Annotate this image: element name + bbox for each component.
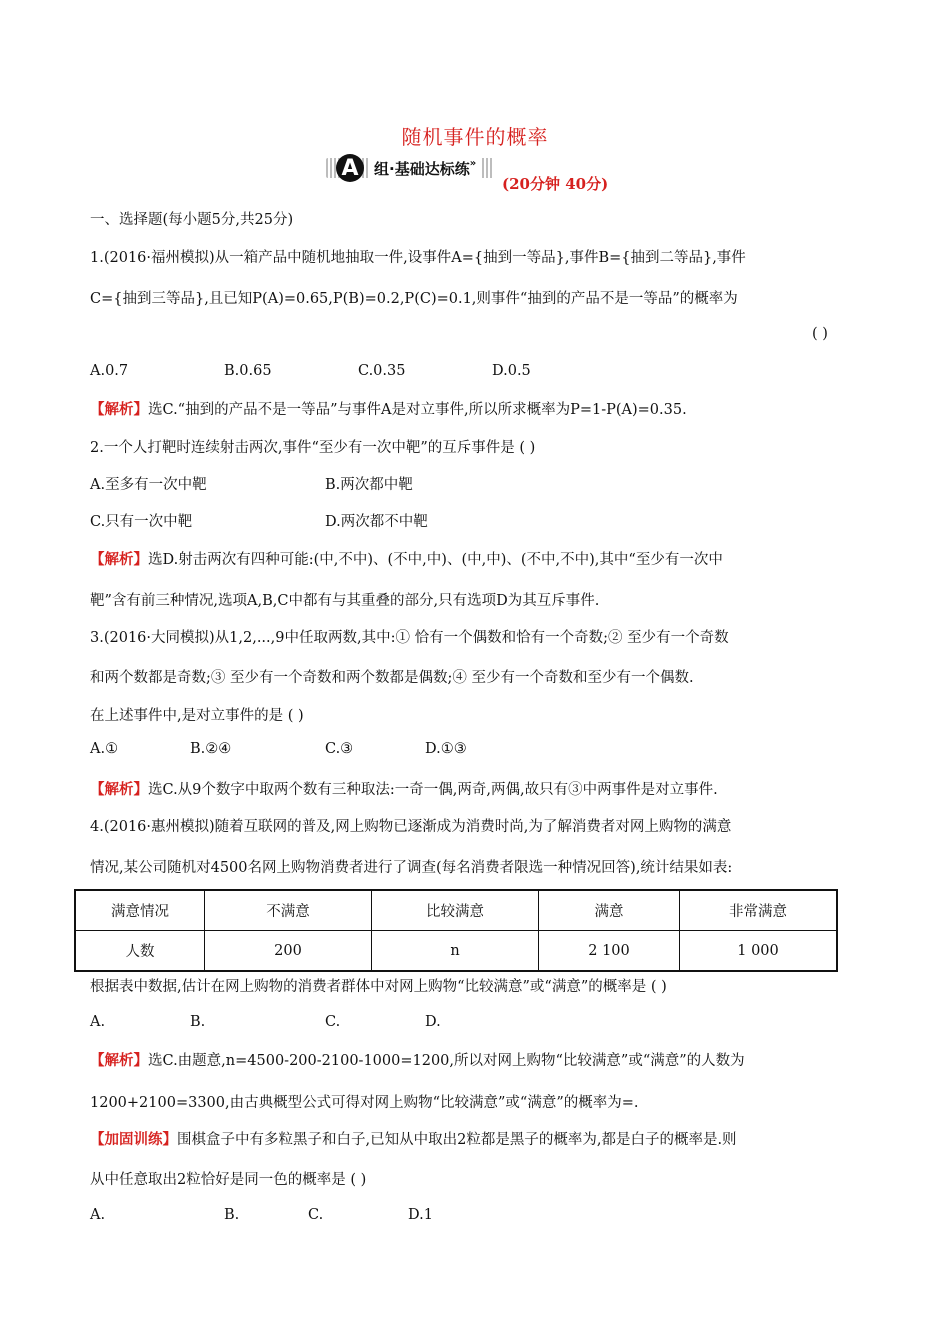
q2-option-d: D.两次都不中靶 — [325, 514, 428, 530]
extra-option-a: A. — [90, 1207, 106, 1223]
q1-option-c: C.0.35 — [358, 363, 406, 379]
q3-line-3: 在上述事件中,是对立事件的是 ( ) — [90, 708, 304, 724]
q1-analysis: 【解析】选C.“抽到的产品不是一等品”与事件A是对立事件,所以所求概率为P=1-P(A)=0.35. — [90, 401, 687, 418]
table-cell: 满意 — [539, 890, 680, 931]
q4-option-b: B. — [190, 1014, 206, 1030]
analysis-tag: 【解析】 — [90, 401, 148, 418]
badge-time: (20分钟 40分) — [502, 175, 609, 193]
table-header-row — [75, 890, 837, 931]
q4-line-1: 4.(2016·惠州模拟)随着互联网的普及,网上购物已逐渐成为消费时尚,为了解消费者对网上购物的满意 — [90, 819, 732, 835]
q4-analysis-1: 【解析】选C.由题意,n=4500-200-2100-1000=1200,所以对网上购物“比较满意”或“满意”的人数为 — [90, 1052, 745, 1069]
analysis-tag: 【解析】 — [90, 1052, 148, 1069]
q1-line-2: C={抽到三等品},且已知P(A)=0.65,P(B)=0.2,P(C)=0.1,则事件“抽到的产品不是一等品”的概率为 — [90, 291, 738, 307]
section-heading: 一、选择题(每小题5分,共25分) — [90, 212, 294, 228]
q2-option-b: B.两次都中靶 — [325, 477, 413, 493]
page-title: 随机事件的概率 — [401, 125, 549, 149]
table-row — [75, 931, 837, 972]
table-cell: n — [372, 931, 539, 972]
table-cell: 非常满意 — [680, 890, 838, 931]
q4-line-3: 根据表中数据,估计在网上购物的消费者群体中对网上购物“比较满意”或“满意”的概率是 ( ) — [90, 979, 667, 995]
q3-option-a: A.① — [90, 741, 119, 757]
q1-option-d: D.0.5 — [492, 363, 531, 379]
extra-option-d: D.1 — [408, 1207, 433, 1223]
q3-line-1: 3.(2016·大同模拟)从1,2,...,9中任取两数,其中:① 恰有一个偶数和恰有一个奇数;② 至少有一个奇数 — [90, 630, 729, 646]
q1-answer-bracket: ( ) — [812, 326, 828, 342]
section-badge — [326, 152, 480, 184]
q4-option-a: A. — [90, 1014, 106, 1030]
extra-line-1: 【加固训练】围棋盒子中有多粒黑子和白子,已知从中取出2粒都是黑子的概率为,都是白子的概率是.则 — [90, 1131, 737, 1148]
table-cell: 人数 — [75, 931, 205, 972]
q3-line-2: 和两个数都是奇数;③ 至少有一个奇数和两个数都是偶数;④ 至少有一个奇数和至少有一个偶数. — [90, 670, 694, 686]
table-cell: 2 100 — [539, 931, 680, 972]
badge-letter-icon: A — [336, 154, 364, 182]
q1-line-1: 1.(2016·福州模拟)从一箱产品中随机地抽取一件,设事件A={抽到一等品},事件B={抽到二等品},事件 — [90, 250, 746, 266]
q4-analysis-2: 1200+2100=3300,由古典概型公式可得对网上购物“比较满意”或“满意”的概率为=. — [90, 1095, 639, 1111]
q3-option-d: D.①③ — [425, 741, 467, 757]
q3-option-c: C.③ — [325, 741, 354, 757]
table-cell: 不满意 — [205, 890, 372, 931]
reinforce-tag: 【加固训练】 — [90, 1131, 177, 1148]
badge-arrow: » — [469, 157, 477, 169]
table-cell: 200 — [205, 931, 372, 972]
q1-option-b: B.0.65 — [224, 363, 272, 379]
badge-label: 组·基础达标练» — [370, 158, 480, 179]
q4-option-c: C. — [325, 1014, 341, 1030]
q2-analysis-2: 靶”含有前三种情况,选项A,B,C中都有与其重叠的部分,只有选项D为其互斥事件. — [90, 593, 600, 609]
table-cell: 比较满意 — [372, 890, 539, 931]
table-cell: 1 000 — [680, 931, 838, 972]
extra-option-b: B. — [224, 1207, 240, 1223]
q3-option-b: B.②④ — [190, 741, 232, 757]
q4-option-d: D. — [425, 1014, 441, 1030]
q2-line-1: 2.一个人打靶时连续射击两次,事件“至少有一次中靶”的互斥事件是 ( ) — [90, 440, 536, 456]
q2-option-a: A.至多有一次中靶 — [90, 477, 207, 493]
extra-line-2: 从中任意取出2粒恰好是同一色的概率是 ( ) — [90, 1172, 367, 1188]
q4-line-2: 情况,某公司随机对4500名网上购物消费者进行了调查(每名消费者限选一种情况回答),统计结果如表: — [90, 860, 733, 876]
q3-analysis: 【解析】选C.从9个数字中取两个数有三种取法:一奇一偶,两奇,两偶,故只有③中两事件是对立事件. — [90, 781, 718, 798]
table-cell: 满意情况 — [75, 890, 205, 931]
analysis-tag: 【解析】 — [90, 551, 148, 568]
extra-option-c: C. — [308, 1207, 324, 1223]
q1-option-a: A.0.7 — [90, 363, 129, 379]
q2-option-c: C.只有一次中靶 — [90, 514, 193, 530]
analysis-tag: 【解析】 — [90, 781, 148, 798]
survey-table — [74, 889, 838, 972]
q2-analysis-1: 【解析】选D.射击两次有四种可能:(中,不中)、(不中,中)、(中,中)、(不中,不中),其中“至少有一次中 — [90, 551, 723, 568]
